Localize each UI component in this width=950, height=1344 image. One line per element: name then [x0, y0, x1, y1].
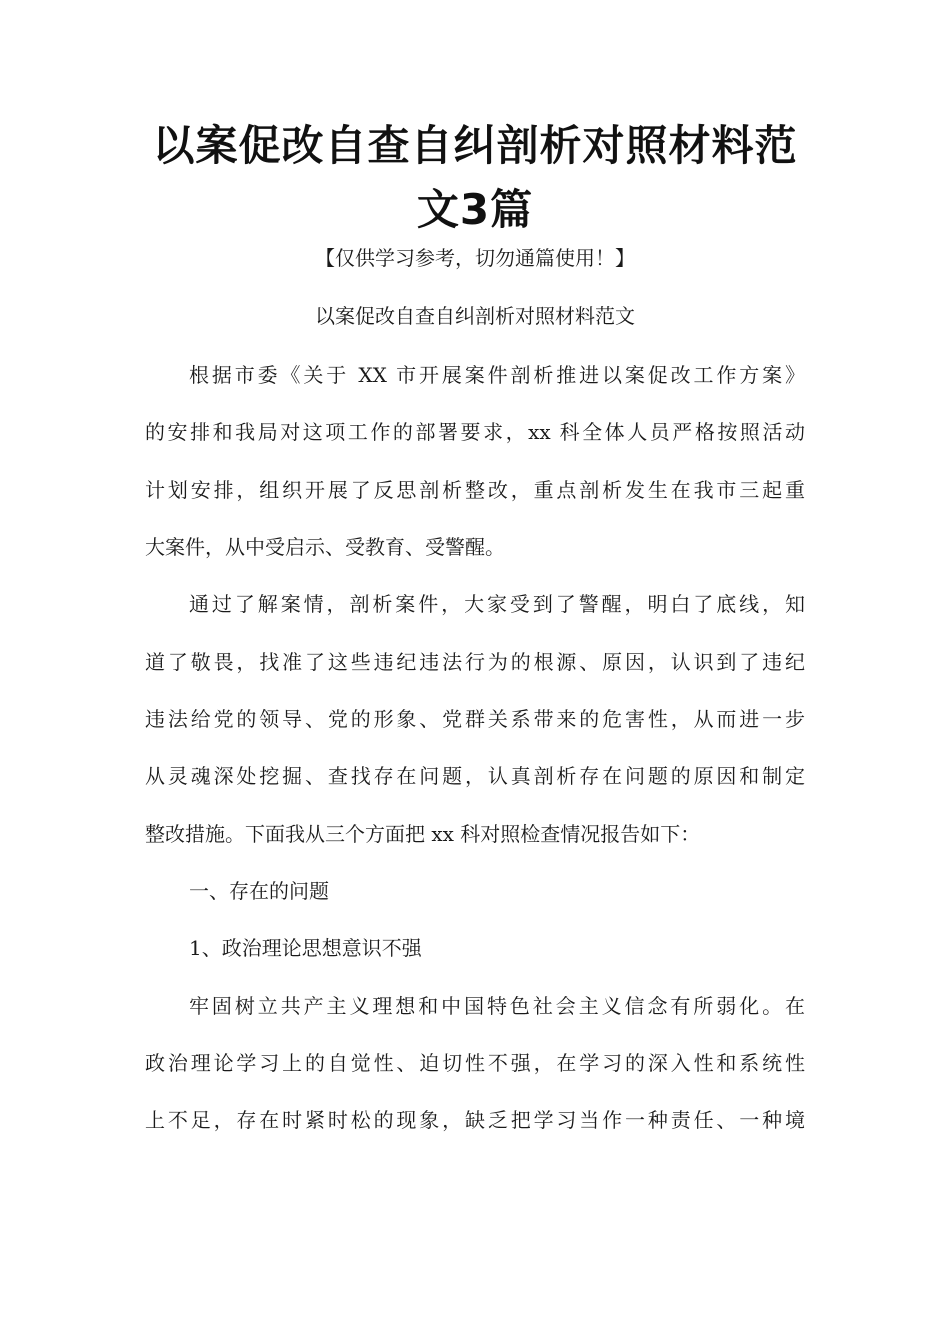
- body-line: 上不足，存在时紧时松的现象，缺乏把学习当作一种责任、一种境: [145, 1108, 805, 1132]
- body-line: 政治理论学习上的自觉性、迫切性不强，在学习的深入性和系统性: [145, 1051, 805, 1075]
- body-line: 通过了解案情，剖析案件，大家受到了警醒，明白了底线，知: [189, 592, 805, 616]
- document-subtitle: 以案促改自查自纠剖析对照材料范文: [315, 304, 635, 328]
- document-title-line-2: 文3篇: [416, 185, 534, 234]
- body-line: 道了敬畏，找准了这些违纪违法行为的根源、原因，认识到了违纪: [145, 650, 805, 674]
- body-line: 牢固树立共产主义理想和中国特色社会主义信念有所弱化。在: [189, 994, 805, 1018]
- body-line: 大案件，从中受启示、受教育、受警醒。: [145, 535, 505, 559]
- subsection-heading: 1、政治理论思想意识不强: [189, 936, 422, 960]
- body-line: 从灵魂深处挖掘、查找存在问题，认真剖析存在问题的原因和制定: [145, 764, 805, 788]
- section-heading: 一、存在的问题: [189, 879, 329, 903]
- body-line: 违法给党的领导、党的形象、党群关系带来的危害性，从而进一步: [145, 707, 805, 731]
- document-title-line-1: 以案促改自查自纠剖析对照材料范: [152, 121, 798, 170]
- body-line: 根据市委《关于 XX 市开展案件剖析推进以案促改工作方案》: [189, 363, 805, 387]
- body-line: 计划安排，组织开展了反思剖析整改，重点剖析发生在我市三起重: [145, 478, 805, 502]
- body-line: 的安排和我局对这项工作的部署要求，xx 科全体人员严格按照活动: [145, 420, 805, 444]
- usage-note: 【仅供学习参考，切勿通篇使用！】: [315, 246, 635, 270]
- body-line: 整改措施。下面我从三个方面把 xx 科对照检查情况报告如下：: [145, 822, 701, 846]
